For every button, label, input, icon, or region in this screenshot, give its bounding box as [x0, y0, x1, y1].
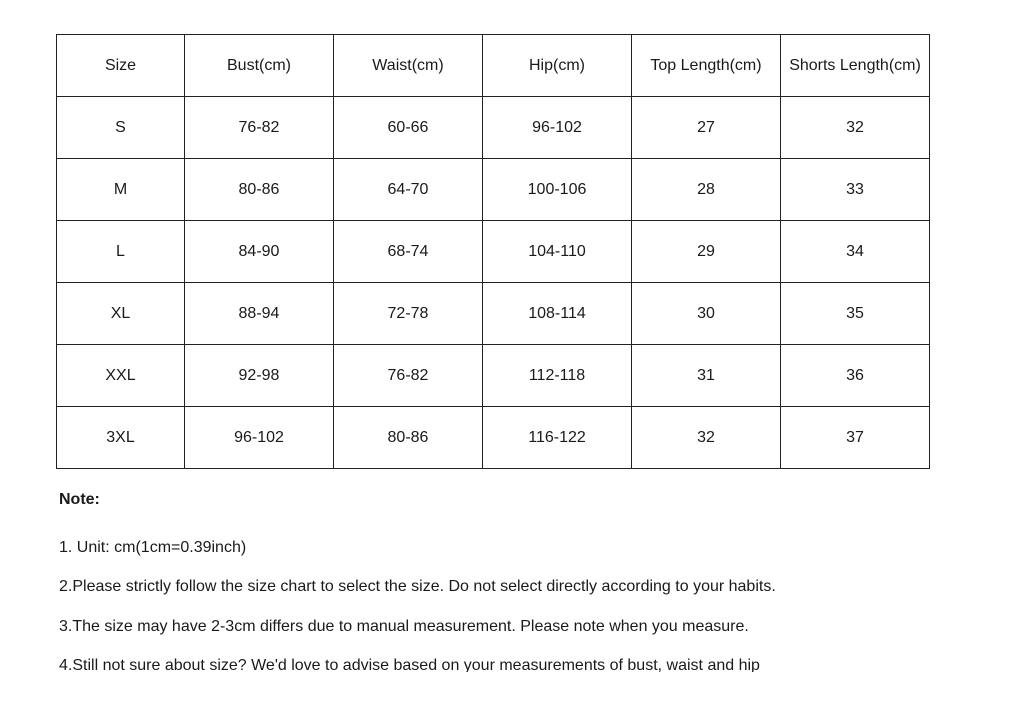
header-size: Size [57, 35, 185, 97]
table-row [57, 407, 930, 469]
cell-hip: 96-102 [483, 97, 632, 159]
table-row [57, 283, 930, 345]
note-unit: 1. Unit: cm(1cm=0.39inch) [59, 539, 247, 556]
cell-top-length: 27 [632, 97, 781, 159]
cell-size: L [57, 221, 185, 283]
notes-section [59, 490, 959, 672]
cell-shorts-length: 32 [781, 97, 930, 159]
cell-size: XL [57, 283, 185, 345]
note-advice: 4.Still not sure about size? We'd love to advise based on your measurements of bust, waist and hip [59, 657, 760, 672]
cell-hip: 108-114 [483, 283, 632, 345]
header-waist: Waist(cm) [334, 35, 483, 97]
cell-shorts-length: 35 [781, 283, 930, 345]
cell-bust: 92-98 [185, 345, 334, 407]
cell-shorts-length: 36 [781, 345, 930, 407]
cell-waist: 64-70 [334, 159, 483, 221]
table-row [57, 345, 930, 407]
cell-shorts-length: 34 [781, 221, 930, 283]
cell-top-length: 29 [632, 221, 781, 283]
cell-waist: 68-74 [334, 221, 483, 283]
cell-hip: 116-122 [483, 407, 632, 469]
header-bust: Bust(cm) [185, 35, 334, 97]
cell-hip: 104-110 [483, 221, 632, 283]
cell-waist: 76-82 [334, 345, 483, 407]
note-measurement-diff: 3.The size may have 2-3cm differs due to manual measurement. Please note when you measure. [59, 618, 749, 635]
cell-size: XXL [57, 345, 185, 407]
table-header-row [57, 35, 930, 97]
size-chart-table [56, 34, 930, 469]
cell-bust: 76-82 [185, 97, 334, 159]
table-row [57, 221, 930, 283]
cell-bust: 88-94 [185, 283, 334, 345]
cell-shorts-length: 37 [781, 407, 930, 469]
table-row [57, 97, 930, 159]
cell-bust: 80-86 [185, 159, 334, 221]
header-hip: Hip(cm) [483, 35, 632, 97]
header-top-length: Top Length(cm) [632, 35, 781, 97]
cell-hip: 100-106 [483, 159, 632, 221]
cell-top-length: 31 [632, 345, 781, 407]
cell-bust: 96-102 [185, 407, 334, 469]
cell-top-length: 28 [632, 159, 781, 221]
cell-size: M [57, 159, 185, 221]
table-row [57, 159, 930, 221]
cell-size: S [57, 97, 185, 159]
header-shorts-length: Shorts Length(cm) [781, 35, 930, 97]
cell-waist: 80-86 [334, 407, 483, 469]
cell-waist: 72-78 [334, 283, 483, 345]
cell-waist: 60-66 [334, 97, 483, 159]
note-follow-chart: 2.Please strictly follow the size chart to select the size. Do not select directly according to your habits. [59, 578, 776, 595]
cell-size: 3XL [57, 407, 185, 469]
cell-bust: 84-90 [185, 221, 334, 283]
cell-hip: 112-118 [483, 345, 632, 407]
cell-shorts-length: 33 [781, 159, 930, 221]
cell-top-length: 30 [632, 283, 781, 345]
notes-title: Note: [59, 491, 100, 508]
cell-top-length: 32 [632, 407, 781, 469]
